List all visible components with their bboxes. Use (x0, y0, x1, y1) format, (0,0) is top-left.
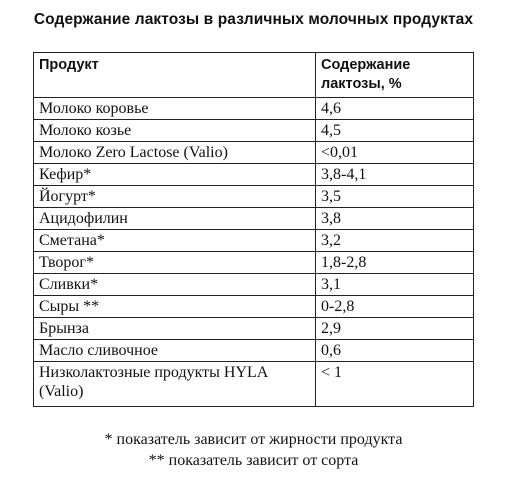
table-row (34, 120, 474, 142)
lactose-value-cell: 0-2,8 (316, 296, 474, 318)
column-header-lactose: Содержание лактозы, % (316, 53, 474, 98)
product-cell: Йогурт* (34, 186, 316, 208)
product-cell: Сыры ** (34, 296, 316, 318)
lactose-value-cell: 3,2 (316, 230, 474, 252)
table-row (34, 230, 474, 252)
product-cell: Масло сливочное (34, 340, 316, 362)
table-row (34, 296, 474, 318)
lactose-value-cell: 4,6 (316, 98, 474, 120)
product-cell: Творог* (34, 252, 316, 274)
product-cell: Молоко Zero Lactose (Valio) (34, 142, 316, 164)
lactose-value-cell: 4,5 (316, 120, 474, 142)
product-cell: Молоко коровье (34, 98, 316, 120)
lactose-value-cell: 0,6 (316, 340, 474, 362)
product-cell: Брынза (34, 318, 316, 340)
product-cell: Кефир* (34, 164, 316, 186)
product-cell: Ацидофилин (34, 208, 316, 230)
product-cell: Сметана* (34, 230, 316, 252)
lactose-value-cell: 2,9 (316, 318, 474, 340)
lactose-value-cell: 3,1 (316, 274, 474, 296)
table-row (34, 98, 474, 120)
lactose-value-cell: 3,8 (316, 208, 474, 230)
product-cell: Сливки* (34, 274, 316, 296)
column-header-product: Продукт (34, 53, 316, 98)
lactose-value-cell: 3,8-4,1 (316, 164, 474, 186)
table-row (34, 362, 474, 407)
table-row (34, 164, 474, 186)
lactose-value-cell: 3,5 (316, 186, 474, 208)
table-row (34, 318, 474, 340)
table-row (34, 208, 474, 230)
table-header-row (34, 53, 474, 98)
product-cell: Молоко козье (34, 120, 316, 142)
table-row (34, 142, 474, 164)
footnote-fat-content: * показатель зависит от жирности продукта (104, 431, 403, 448)
lactose-value-cell: 1,8-2,8 (316, 252, 474, 274)
product-cell: Низколактозные продукты HYLA (Valio) (34, 362, 316, 407)
table-row (34, 274, 474, 296)
lactose-value-cell: <0,01 (316, 142, 474, 164)
lactose-table (33, 52, 474, 407)
lactose-value-cell: < 1 (316, 362, 474, 407)
table-row (34, 186, 474, 208)
table-row (34, 340, 474, 362)
table-row (34, 252, 474, 274)
footnote-cheese-variety: ** показатель зависит от сорта (148, 452, 359, 469)
page-title: Содержание лактозы в различных молочных продуктах (33, 11, 474, 28)
